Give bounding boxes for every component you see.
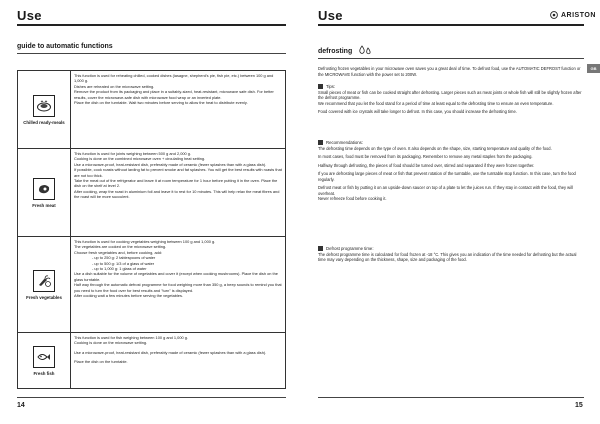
row-paragraph: Place the dish on the turntable. [74, 359, 128, 365]
language-tab: GB [587, 64, 600, 73]
row-paragraph: This function is used for cooking vegetables weighing between 100 g and 1,000 g. [74, 239, 216, 244]
row-text [71, 149, 286, 237]
tips-paragraph: We recommend that you let the food stand for a period of time at least equal to the defrosting time to ensure an even temperature. [318, 100, 554, 106]
header-rule [318, 24, 584, 26]
tips-icon [318, 84, 323, 89]
tips-paragraph: Food covered with ice crystals will take longer to defrost. In this case, you should increase the defrosting time. [318, 109, 517, 114]
tips-block [318, 84, 584, 115]
plate-icon [33, 95, 55, 117]
row-paragraph: Half way through the automatic defrost programme for food weighing more than 350 g, a beep sounds to remind you that you need to turn the food over for best results and "turn" is displayed. [74, 282, 282, 293]
section-rule [17, 53, 286, 54]
recommendations-title: Recommendations: [326, 140, 364, 145]
recommendations-paragraph: Halfway through defrosting, the pieces of food should be turned over, stirred and separated if they were frozen together. [318, 162, 535, 168]
row-paragraph: After cooking, wrap the roast in aluminium foil and leave it to rest for 10 minutes. This will help relax the meat fibres and the roast will be more succulent. [74, 188, 280, 200]
row-text [71, 333, 286, 389]
ariston-logo-icon [550, 11, 558, 19]
row-paragraph: Dishes are reheated on the microwave setting. [74, 83, 155, 89]
recommendations-paragraph: The defrosting time depends on the type of oven. It also depends on the shape, size, starting temperature and quality of the food. [318, 145, 552, 151]
vegetables-icon [33, 270, 55, 292]
section-rule [318, 58, 584, 59]
recommendations-paragraph: If you are defrosting large pieces of meat or fish that prevent rotation of the turntable, use the turntable stop function. In this case, turn the food regularly. [318, 171, 576, 182]
programme-block [318, 246, 584, 263]
row-paragraph: Remove the product from its packaging and place in a suitably-sized, heat-resistant, microwave safe dish. For better results, cover the microwave-safe dish with microwave food wrap or an inverted plate. [74, 89, 274, 100]
meat-icon [33, 178, 55, 200]
row-paragraph: After cooking wait a few minutes before serving the vegetables. [74, 293, 183, 299]
programme-paragraph: The defrost programme time is calculated for food frozen at -18 °C. This gives you an indication of the time needed for defrosting but the actual time may vary depending on the thickness, shape, size and packaging of the food. [318, 251, 577, 262]
header-rule [17, 24, 286, 26]
icon-cell [18, 237, 71, 333]
icon-cell [18, 71, 71, 149]
row-label: Chilled ready-meals [23, 119, 65, 125]
table-row [18, 149, 286, 237]
icon-cell [18, 149, 71, 237]
row-paragraph: Place the dish on the turntable. Wait two minutes before serving to allow the heat to distribute evenly. [74, 100, 248, 106]
footer-rule [318, 397, 584, 398]
tips-paragraph: Small pieces of meat or fish can be cooked straight after defrosting. Larger pieces such as meat joints or whole fish will still be slightly frozen after the defrost programme. [318, 89, 582, 100]
row-paragraph: This function is used for joints weighing between 500 g and 2,000 g. [74, 151, 192, 156]
row-label: Fresh vegetables [26, 294, 62, 300]
row-paragraph: - up to 500 g: 1/3 of a glass of water [92, 260, 155, 266]
recommendations-paragraph: In most cases, food must be removed from its packaging. Remember to remove any metal staples from the packaging. [318, 154, 533, 159]
right-page-header: Use [318, 8, 343, 23]
recommendations-paragraph: Never refreeze food before cooking it. [318, 196, 387, 201]
programme-icon [318, 246, 323, 251]
row-text [71, 237, 286, 333]
section-title: guide to automatic functions [17, 43, 113, 50]
left-page-header: Use [17, 8, 42, 23]
functions-table [17, 70, 286, 389]
row-label: Fresh fish [33, 370, 55, 376]
row-paragraph: Use a dish suitable for the volume of vegetables and cover it (except when cooking mushrooms). Place the dish on the glass turntable. [74, 271, 278, 282]
row-paragraph: Cooking is done on the combined microwave oven + circulating heat setting. [74, 156, 206, 162]
table-row [18, 333, 286, 389]
row-text [71, 71, 286, 149]
section-title: defrosting [318, 47, 353, 55]
recommendations-block [318, 140, 584, 202]
row-paragraph: - up to 1,000 g: 1 glass of water [92, 266, 147, 272]
brand-name: ARISTON [561, 11, 596, 19]
programme-title: Defrost programme time: [326, 246, 374, 251]
row-paragraph: Take the meat out of the refrigerator and leave it at room temperature for 1 hour before putting it in the oven. Place the dish on the shelf at level 2. [74, 178, 278, 189]
row-paragraph: Use a microwave-proof, heat-resistant dish, preferably made of ceramic (fewer splashes than with a glass dish). [74, 161, 267, 167]
page-number: 15 [575, 402, 583, 409]
fish-icon [33, 346, 55, 368]
row-paragraph: This function is used for reheating chilled, cooked dishes (lasagne, shepherd's pie, fish pie, etc.) between 100 g and 1,000 g. [74, 73, 274, 84]
row-paragraph: This function is used for fish weighing between 100 g and 1,000 g. [74, 335, 188, 340]
table-row [18, 71, 286, 149]
icon-cell [18, 333, 71, 389]
right-page [300, 0, 600, 424]
row-paragraph: - up to 250 g: 2 tablespoons of water [92, 255, 156, 261]
row-paragraph: Cooking is done on the microwave setting. [74, 340, 148, 346]
recommendations-paragraph: Defrost meat or fish by putting it on an upside-down saucer on top of a plate to let the juices run. If they stay in contact with the food, they will overheat. [318, 185, 573, 196]
tips-title: Tips: [326, 84, 336, 89]
row-paragraph: Use a microwave-proof, heat-resistant dish, preferably made of ceramic (fewer splashes than with a glass dish). [74, 349, 267, 355]
recommendations-icon [318, 140, 323, 145]
brand-logo [550, 11, 596, 19]
row-paragraph: Choose fresh vegetables and, before cooking, add: [74, 249, 163, 255]
table-row [18, 237, 286, 333]
row-label: Fresh meat [32, 202, 56, 208]
defrost-intro: Defrosting frozen vegetables in your microwave oven saves you a great deal of time. To defrost food, use the AUTOMATIC DEFROST function or the MICROWAVE function with the power set to 200W. [318, 66, 581, 77]
page-number: 14 [17, 402, 25, 409]
row-paragraph: If possible, cook roasts without larding fat to prevent smoke and fat splashes. You will get the best results with roasts that are not too thick. [74, 167, 282, 178]
footer-rule [17, 397, 286, 398]
row-paragraph: The vegetables are cooked on the microwave setting. [74, 244, 167, 250]
